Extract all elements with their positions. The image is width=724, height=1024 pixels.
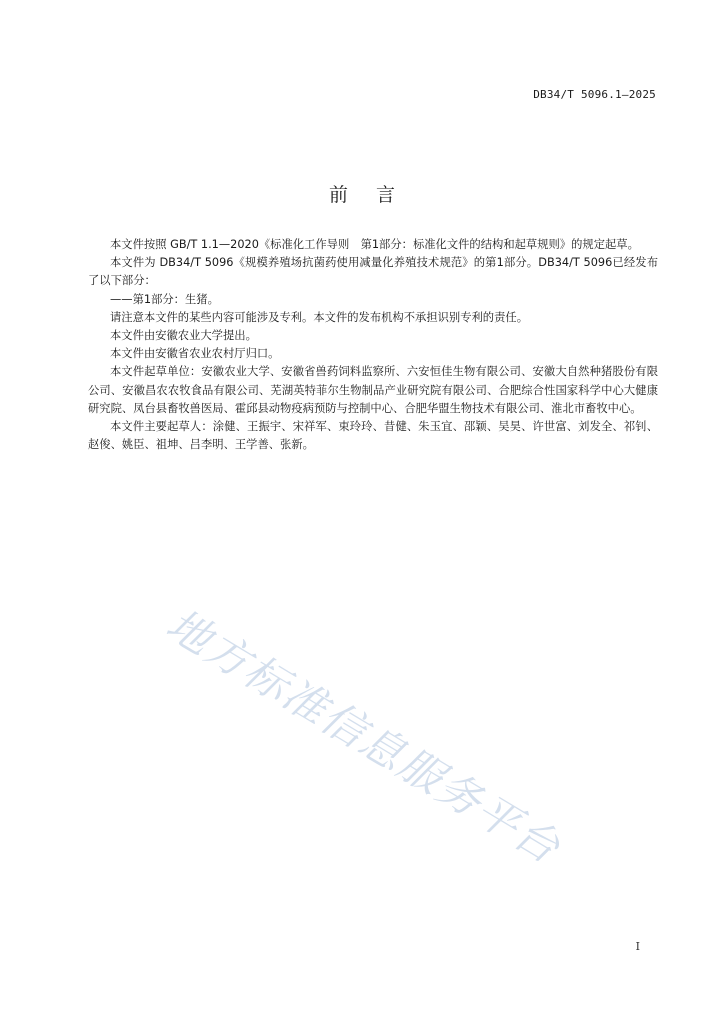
paragraph-drafting-rules: 本文件按照 GB/T 1.1—2020《标准化工作导则 第1部分：标准化文件的结构和起草规则》的规定起草。 [110,238,639,251]
paragraph-administrator: 本文件由安徽省农业农村厅归口。 [110,347,280,361]
paragraph-series-info: 本文件为 DB34/T 5096《规模养殖场抗菌药使用减量化养殖技术规范》的第1部分。DB34/T 5096已经发布了以下部分： [88,256,658,288]
page-number: I [635,940,640,953]
page-title: 前言 [328,184,423,206]
paragraph-drafting-units: 本文件起草单位：安徽农业大学、安徽省兽药饲料监察所、六安恒佳生物有限公司、安徽大自然种猪股份有限公司、安徽昌农农牧食品有限公司、芜湖英特菲尔生物制品产业研究院有限公司、合肥综合性国家科学中心大健康研究院、凤台县畜牧兽医局、霍邱县动物疫病预防与控制中心、合肥华盟生物技术有限公司、淮北市畜牧中心。 [88,365,658,415]
watermark: 地方标准信息服务平台 [157,599,570,875]
paragraph-part-list: ——第1部分：生猪。 [110,292,219,306]
paragraph-drafters: 本文件主要起草人：涂健、王振宇、宋祥军、束玲玲、昔健、朱玉宜、邵颖、吴昊、许世富、刘发全、祁钊、赵俊、姚臣、祖坤、吕李明、王学善、张新。 [88,420,658,452]
paragraph-proposer: 本文件由安徽农业大学提出。 [110,329,257,343]
paragraph-patent-notice: 请注意本文件的某些内容可能涉及专利。本文件的发布机构不承担识别专利的责任。 [110,310,528,324]
foreword-body [88,236,658,454]
document-code: DB34/T 5096.1—2025 [533,88,656,101]
